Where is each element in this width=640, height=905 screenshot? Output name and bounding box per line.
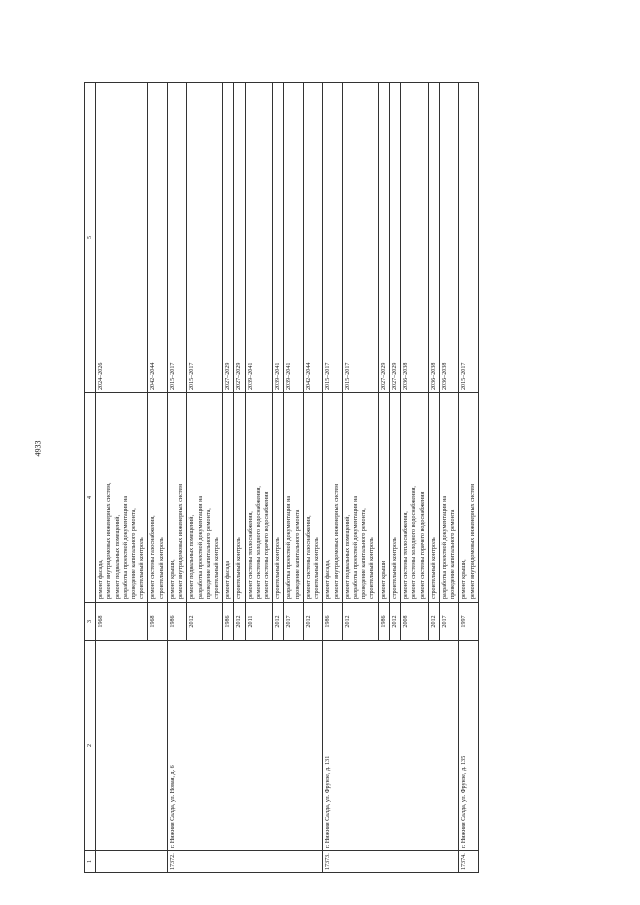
year-cell: 1986: [323, 603, 342, 641]
table-header-row: [85, 83, 96, 873]
period-cell: 2027–2029: [378, 83, 389, 393]
column-header-period: 5: [85, 83, 96, 393]
work-description-cell: ремонт системы газоснабжения, строительный контроль: [148, 393, 167, 603]
work-description-cell: ремонт системы газоснабжения, строительный контроль: [303, 393, 322, 603]
work-description-cell: ремонт подвальных помещений, разработка проектной документации на проведение капитального ремонта, строительный контроль: [342, 393, 378, 603]
row-number-cell: 17372.: [167, 851, 323, 873]
address-cell: [96, 641, 168, 851]
year-cell: 2008: [401, 603, 429, 641]
work-description-cell: ремонт фасада, ремонт внутридомовых инженерных систем: [323, 393, 342, 603]
year-cell: 2012: [389, 603, 400, 641]
year-cell: 2017: [284, 603, 303, 641]
work-description-cell: строительный контроль: [273, 393, 284, 603]
work-description-cell: ремонт крыши, ремонт внутридомовых инженерных систем: [459, 393, 478, 603]
column-header-number: 1: [85, 851, 96, 873]
period-cell: 2039–2041: [273, 83, 284, 393]
period-cell: 2039–2041: [245, 83, 273, 393]
period-cell: 2039–2041: [284, 83, 303, 393]
repair-schedule-table: [84, 82, 479, 873]
column-header-year: 3: [85, 603, 96, 641]
work-description-cell: ремонт крыши: [378, 393, 389, 603]
rotated-table-container: [84, 83, 564, 873]
period-cell: 2015–2017: [323, 83, 342, 393]
address-cell: г. Нижняя Салда, ул. Фрунзе, д. 131: [323, 641, 459, 851]
period-cell: 2027–2029: [389, 83, 400, 393]
period-cell: 2015–2017: [167, 83, 186, 393]
work-description-cell: ремонт крыши, ремонт внутридомовых инженерных систем: [167, 393, 186, 603]
period-cell: 2036–2038: [428, 83, 439, 393]
work-description-cell: ремонт системы теплоснабжения, ремонт системы холодного водоснабжения, ремонт системы горячего водоснабжения: [401, 393, 429, 603]
period-cell: 2036–2038: [401, 83, 429, 393]
year-cell: 1986: [223, 603, 234, 641]
row-number-cell: 17373.: [323, 851, 459, 873]
row-number-cell: 17374.: [459, 851, 478, 873]
year-cell: 1986: [167, 603, 186, 641]
table-row: [459, 83, 478, 873]
year-cell: 2012: [303, 603, 322, 641]
period-cell: 2027–2029: [234, 83, 245, 393]
period-cell: 2015–2017: [459, 83, 478, 393]
work-description-cell: ремонт подвальных помещений, разработка проектной документации на проведение капитального ремонта, строительный контроль: [187, 393, 223, 603]
period-cell: 2042–2044: [303, 83, 322, 393]
year-cell: 1986: [378, 603, 389, 641]
period-cell: 2015–2017: [342, 83, 378, 393]
year-cell: 2017: [439, 603, 458, 641]
year-cell: 2012: [428, 603, 439, 641]
period-cell: 2027–2029: [223, 83, 234, 393]
column-header-address: 2: [85, 641, 96, 851]
year-cell: 1968: [148, 603, 167, 641]
work-description-cell: ремонт фасада: [223, 393, 234, 603]
year-cell: 1968: [96, 603, 148, 641]
work-description-cell: строительный контроль: [428, 393, 439, 603]
page-number: 4933: [33, 440, 43, 457]
table-row: [167, 83, 186, 873]
row-number-cell: [96, 851, 168, 873]
work-description-cell: ремонт фасада, ремонт внутридомовых инженерных систем, ремонт подвальных помещений, разработка проектной документации на проведение капитального ремонта, строительный контроль: [96, 393, 148, 603]
work-description-cell: строительный контроль: [389, 393, 400, 603]
address-cell: г. Нижняя Салда, ул. Фрунзе, д. 135: [459, 641, 478, 851]
period-cell: 2042–2044: [148, 83, 167, 393]
work-description-cell: разработка проектной документации на проведение капитального ремонта: [284, 393, 303, 603]
year-cell: 2011: [245, 603, 273, 641]
year-cell: 2012: [234, 603, 245, 641]
year-cell: 2012: [273, 603, 284, 641]
work-description-cell: ремонт системы теплоснабжения, ремонт системы холодного водоснабжения, ремонт системы горячего водоснабжения: [245, 393, 273, 603]
table-row: [323, 83, 342, 873]
column-header-work: 4: [85, 393, 96, 603]
year-cell: 2012: [187, 603, 223, 641]
year-cell: 1997: [459, 603, 478, 641]
table-body: [96, 83, 479, 873]
work-description-cell: строительный контроль: [234, 393, 245, 603]
work-description-cell: разработка проектной документации на проведение капитального ремонта: [439, 393, 458, 603]
address-cell: г. Нижняя Салда, ул. Новая, д. 6: [167, 641, 323, 851]
table-row: [96, 83, 148, 873]
period-cell: 2015–2017: [187, 83, 223, 393]
period-cell: 2036–2038: [439, 83, 458, 393]
year-cell: 2012: [342, 603, 378, 641]
period-cell: 2024–2026: [96, 83, 148, 393]
